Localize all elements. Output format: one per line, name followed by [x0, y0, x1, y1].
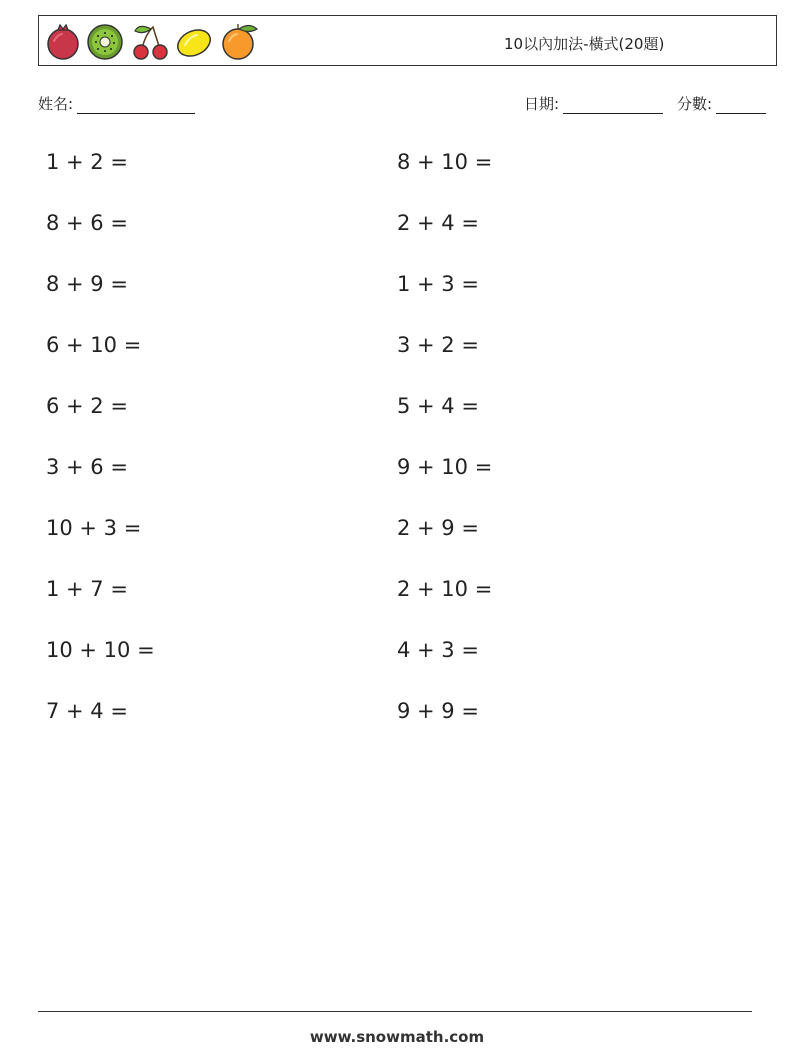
worksheet-title: 10以內加法-橫式(20題) — [504, 35, 665, 53]
problem-right-5: 5 + 4 = — [397, 394, 479, 418]
problem-left-9: 10 + 10 = — [46, 638, 155, 662]
lemon-icon — [175, 21, 215, 61]
problem-right-3: 1 + 3 = — [397, 272, 479, 296]
problem-left-7: 10 + 3 = — [46, 516, 142, 540]
pomegranate-icon — [45, 21, 81, 61]
name-label: 姓名: — [38, 95, 74, 113]
score-field — [677, 93, 766, 114]
score-blank[interactable] — [716, 97, 766, 114]
problem-right-6: 9 + 10 = — [397, 455, 493, 479]
problem-right-1: 8 + 10 = — [397, 150, 493, 174]
name-field — [38, 93, 195, 114]
score-label: 分數: — [677, 95, 713, 113]
problem-right-2: 2 + 4 = — [397, 211, 479, 235]
problem-left-6: 3 + 6 = — [46, 455, 128, 479]
orange-icon — [219, 21, 261, 61]
problem-left-4: 6 + 10 = — [46, 333, 142, 357]
problem-left-3: 8 + 9 = — [46, 272, 128, 296]
problem-right-9: 4 + 3 = — [397, 638, 479, 662]
problem-right-7: 2 + 9 = — [397, 516, 479, 540]
problem-left-1: 1 + 2 = — [46, 150, 128, 174]
kiwi-icon — [85, 21, 125, 61]
problem-right-8: 2 + 10 = — [397, 577, 493, 601]
cherry-icon — [129, 21, 171, 61]
problem-left-10: 7 + 4 = — [46, 699, 128, 723]
name-blank[interactable] — [77, 97, 195, 114]
date-field — [524, 93, 663, 114]
fruit-icon-row — [45, 20, 265, 62]
problem-right-4: 3 + 2 = — [397, 333, 479, 357]
footer-website[interactable]: www.snowmath.com — [309, 1028, 485, 1046]
worksheet-header — [38, 15, 777, 66]
problem-left-2: 8 + 6 = — [46, 211, 128, 235]
problem-left-5: 6 + 2 = — [46, 394, 128, 418]
date-label: 日期: — [524, 95, 560, 113]
problem-left-8: 1 + 7 = — [46, 577, 128, 601]
footer-divider — [38, 1011, 752, 1012]
problem-right-10: 9 + 9 = — [397, 699, 479, 723]
date-blank[interactable] — [563, 97, 663, 114]
